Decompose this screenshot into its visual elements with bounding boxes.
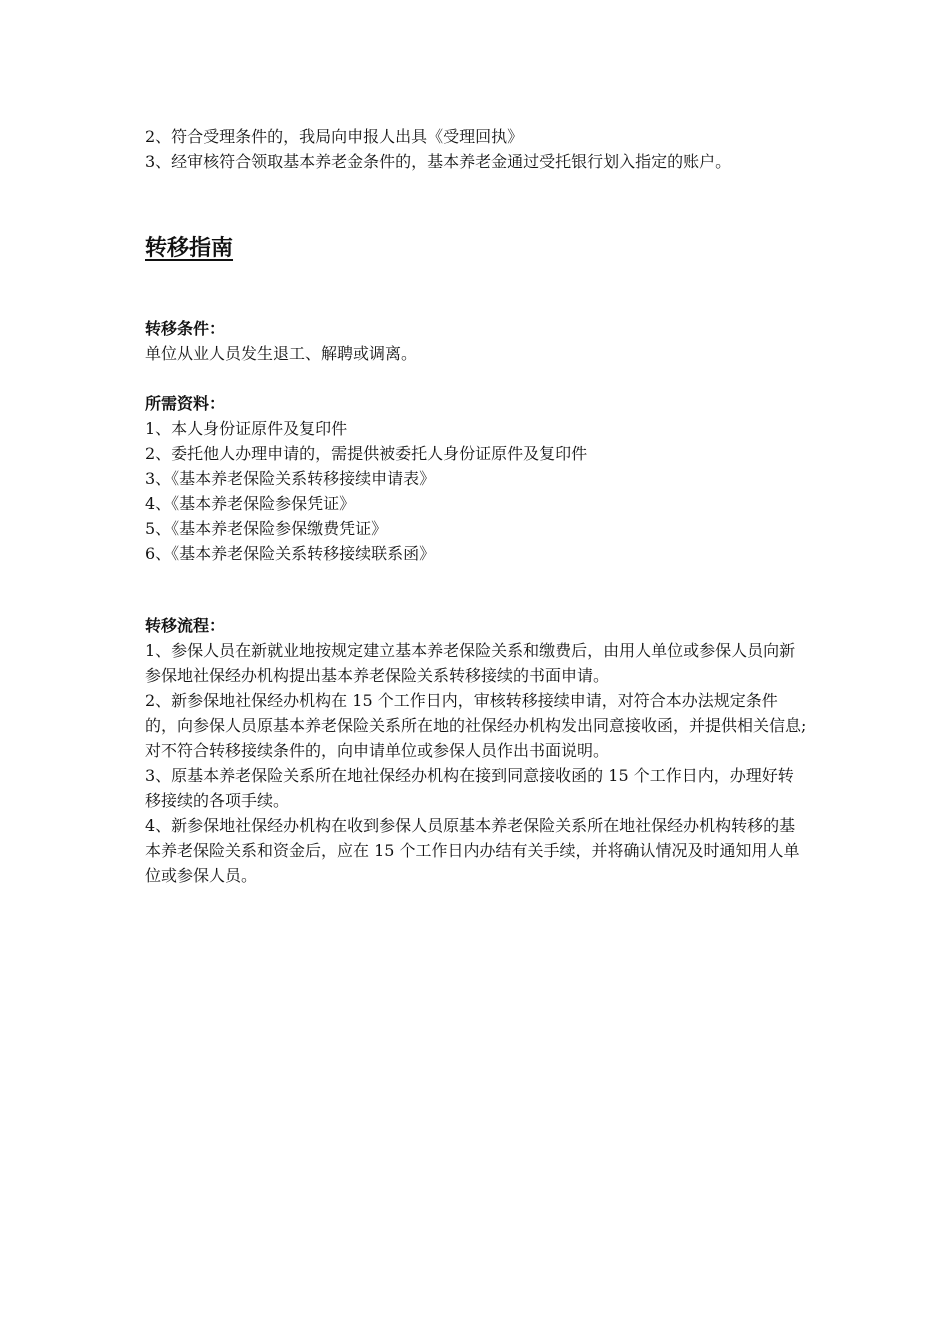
list-item: 6、《基本养老保险关系转移接续联系函》 — [145, 544, 436, 563]
spacer — [145, 366, 809, 391]
materials-heading: 所需资料： — [145, 394, 226, 413]
spacer — [145, 174, 809, 234]
list-item: 5、《基本养老保险参保缴费凭证》 — [145, 519, 388, 538]
process-step: 3、原基本养老保险关系所在地社保经办机构在接到同意接收函的 15 个工作日内，办理好转移接续的各项手续。 — [145, 766, 794, 810]
list-item: 2、委托他人办理申请的，需提供被委托人身份证原件及复印件 — [145, 444, 588, 463]
process-steps — [145, 638, 809, 888]
document-page — [145, 124, 809, 888]
section-title: 转移指南 — [145, 236, 234, 261]
list-item: 1、本人身份证原件及复印件 — [145, 419, 348, 438]
conditions-text: 单位从业人员发生退工、解聘或调离。 — [145, 344, 418, 363]
result-item-3: 3、经审核符合领取基本养老金条件的，基本养老金通过受托银行划入指定的账户。 — [145, 152, 732, 171]
conditions-heading: 转移条件： — [145, 319, 226, 338]
process-heading: 转移流程： — [145, 616, 226, 635]
materials-list — [145, 416, 809, 566]
result-item-2: 2、符合受理条件的，我局向申报人出具《受理回执》 — [145, 127, 524, 146]
list-item: 3、《基本养老保险关系转移接续申请表》 — [145, 469, 436, 488]
list-item: 4、《基本养老保险参保凭证》 — [145, 494, 356, 513]
process-step: 4、新参保地社保经办机构在收到参保人员原基本养老保险关系所在地社保经办机构转移的基本养老保险关系和资金后，应在 15 个工作日内办结有关手续，并将确认情况及时通知用人单位或参保人员。 — [145, 816, 800, 885]
spacer — [145, 264, 809, 316]
process-step: 2、新参保地社保经办机构在 15 个工作日内，审核转移接续申请，对符合本办法规定条件的，向参保人员原基本养老保险关系所在地的社保经办机构发出同意接收函，并提供相关信息;对不符合转移接续条件的，向申请单位或参保人员作出书面说明。 — [145, 691, 807, 760]
process-step: 1、参保人员在新就业地按规定建立基本养老保险关系和缴费后，由用人单位或参保人员向新参保地社保经办机构提出基本养老保险关系转移接续的书面申请。 — [145, 641, 796, 685]
spacer — [145, 566, 809, 613]
